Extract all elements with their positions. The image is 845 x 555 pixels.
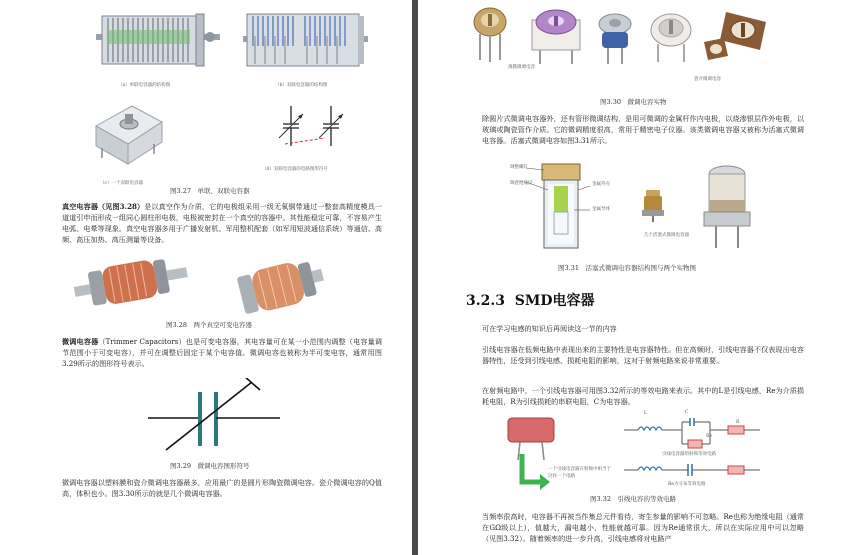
figure-3-28-caption: 图3.28 两个真空可变电容器 xyxy=(166,321,252,329)
figure-3-27-caption: 图3.27 单联、双联电容器 xyxy=(170,187,250,195)
section-heading xyxy=(466,290,594,310)
right-book-page xyxy=(418,0,845,555)
figure-3-27-sub-a: （a）单联电容器的结构图 xyxy=(118,83,171,88)
piston-trimmer-photo-large xyxy=(698,160,756,250)
piston-trimmer-photo-small xyxy=(636,188,672,222)
dual-gang-capacitor-structure-image xyxy=(243,6,368,76)
green-arrow-icon xyxy=(514,452,550,492)
trimmer-types-paragraph: 微调电容器以塑料膜和瓷介微调电容器最多，应用最广的是圆片形陶瓷微调电容。瓷介微调电容的Q值高，体积也小。图3.30所示的就是几个微调电容器。 xyxy=(62,478,382,498)
trimmer-capacitor-term: 微调电容器 xyxy=(62,337,99,346)
figure-3-32-caption: 图3.32 引线电容的等效电路 xyxy=(590,495,676,503)
ceramic-trimmer-photo-large xyxy=(648,8,694,64)
figure-3-27-sub-b: （b）双联电容器的结构图 xyxy=(275,83,328,88)
vacuum-capacitor-text: 是以真空作为介质，它的电极组采用一级无氧铜带通过一整套高精度模具一道道引申而形成一组同心圆柱形电极，电极被密封在一个真空的容器中。其性能稳定可靠，不容易产生电弧、电晕等现象。真空电容器多用于广播发射机、军用整机配套（如军用短波通信系统）等通信、高频、高压加热、高压测量等设备。 xyxy=(62,202,382,244)
structure-label-metal-conductor: 金属导体 xyxy=(592,207,610,212)
trimmer-capacitor-paragraph xyxy=(62,336,382,369)
figure-3-30-caption: 图3.30 微调电容实物 xyxy=(600,98,667,106)
figure-3-31-caption: 图3.31 活塞式微调电容器结构图与两个实物图 xyxy=(558,264,696,272)
rf-equivalent-circuit-bottom xyxy=(624,462,760,478)
top-circuit-caption: 引线电容器的射频等效电路 xyxy=(662,452,716,457)
tube-trimmer-paragraph: 除圆片式微调电容器外，还有管形微调结构，是用可微调的金属杆作内电极，以烧渗银层作外电极，以玻璃或陶瓷管作介质。它的微调精度很高，常用于精密电子仪器。该类微调电容器又被称为活塞式微调电容器。活塞式微调电容如图3.31所示。 xyxy=(482,114,804,145)
ceramic-trimmer-photo-brown xyxy=(702,8,774,66)
rf-equivalent-circuit-top xyxy=(624,416,760,450)
trimmer-capacitor-text: （Trimmer Capacitors）也是可变电容器，其电容量可在某一小范围内调整（电容量调节范围小于可变电容），并可在调整后固定于某个电容值。微调电容也被称为半可变电容，通常用图3.29所示的图形符号表示。 xyxy=(62,337,382,368)
dual-gang-capacitor-symbol xyxy=(255,98,350,164)
circuit-label-C-top: C xyxy=(685,410,689,415)
film-trimmer-label: 薄膜微调电容 xyxy=(508,65,535,70)
structure-label-ceramic-insulator: 陶瓷绝缘层 xyxy=(510,181,533,186)
piston-trimmer-products-label: 几个活塞式微调电容器 xyxy=(644,233,689,238)
circuit-label-R-top: R xyxy=(736,420,740,425)
dual-gang-capacitor-photo xyxy=(88,96,166,172)
figure-3-27-sub-c: （c）一个双联电容器 xyxy=(100,181,144,186)
circuit-label-Re-top: Re xyxy=(706,434,713,439)
capacitor-rf-note: 一个引线电容器在射频中相当于这样一个电路 xyxy=(548,467,611,479)
ceramic-trimmer-label: 瓷介微调电容 xyxy=(694,77,721,82)
vacuum-capacitor-photo-right xyxy=(236,253,326,319)
trimmer-capacitor-symbol xyxy=(148,378,282,458)
left-book-page xyxy=(0,0,412,555)
circuit-label-L-top: L xyxy=(644,411,647,416)
rf-equivalent-paragraph: 在射频电路中，一个引线电容器可用图3.32所示的等效电路来表示。其中的L是引线电感，Re为介质损耗电阻，R为引线损耗的串联电阻，C为电容器。 xyxy=(482,386,804,406)
blue-trimmer-photo xyxy=(594,10,636,66)
vacuum-capacitor-photo-left xyxy=(72,253,190,313)
bottom-circuit-caption: Re为分布等效电路 xyxy=(668,482,706,487)
figure-3-29-caption: 图3.29 微调电容图形符号 xyxy=(170,462,250,470)
vacuum-capacitor-term: 真空电容器（见图3.28） xyxy=(62,202,145,211)
leaded-capacitor-paragraph: 引线电容器在低频电路中表现出来的主要特性是电容器特性。但在高频时，引线电容器不仅表现出电容器特性，还受到引线电感、损耗电阻的影响，这对于射频电路来说非常重要。 xyxy=(482,345,804,365)
figure-3-27-sub-d: （d）双联电容器的电路图形符号 xyxy=(262,167,328,172)
structure-label-metal-shell: 金属外壳 xyxy=(592,182,610,187)
section-title: SMD电容器 xyxy=(514,293,595,309)
section-number: 3.2.3 xyxy=(466,293,505,309)
purple-trimmer-photo xyxy=(528,6,584,66)
single-gang-capacitor-structure-image xyxy=(96,6,220,76)
section-intro-note: 可在学习电感的知识后再阅读这一节的内容 xyxy=(482,324,617,333)
film-trimmer-photo xyxy=(472,4,508,64)
high-frequency-paragraph: 当频率很高时，电容器不再被当作集总元件看待，寄生参量的影响不可忽略。Re也称为绝缘电阻（通常在GΩ级以上），值越大，漏电越小，性能就越可靠。因为Re通常很大，所以在实际应用中可以忽略（见图3.32）。随着频率的进一步升高，引线电感将对电路产 xyxy=(482,512,804,543)
vacuum-capacitor-paragraph xyxy=(62,201,382,245)
structure-label-adjust-screw: 调整螺钉 xyxy=(510,165,528,170)
